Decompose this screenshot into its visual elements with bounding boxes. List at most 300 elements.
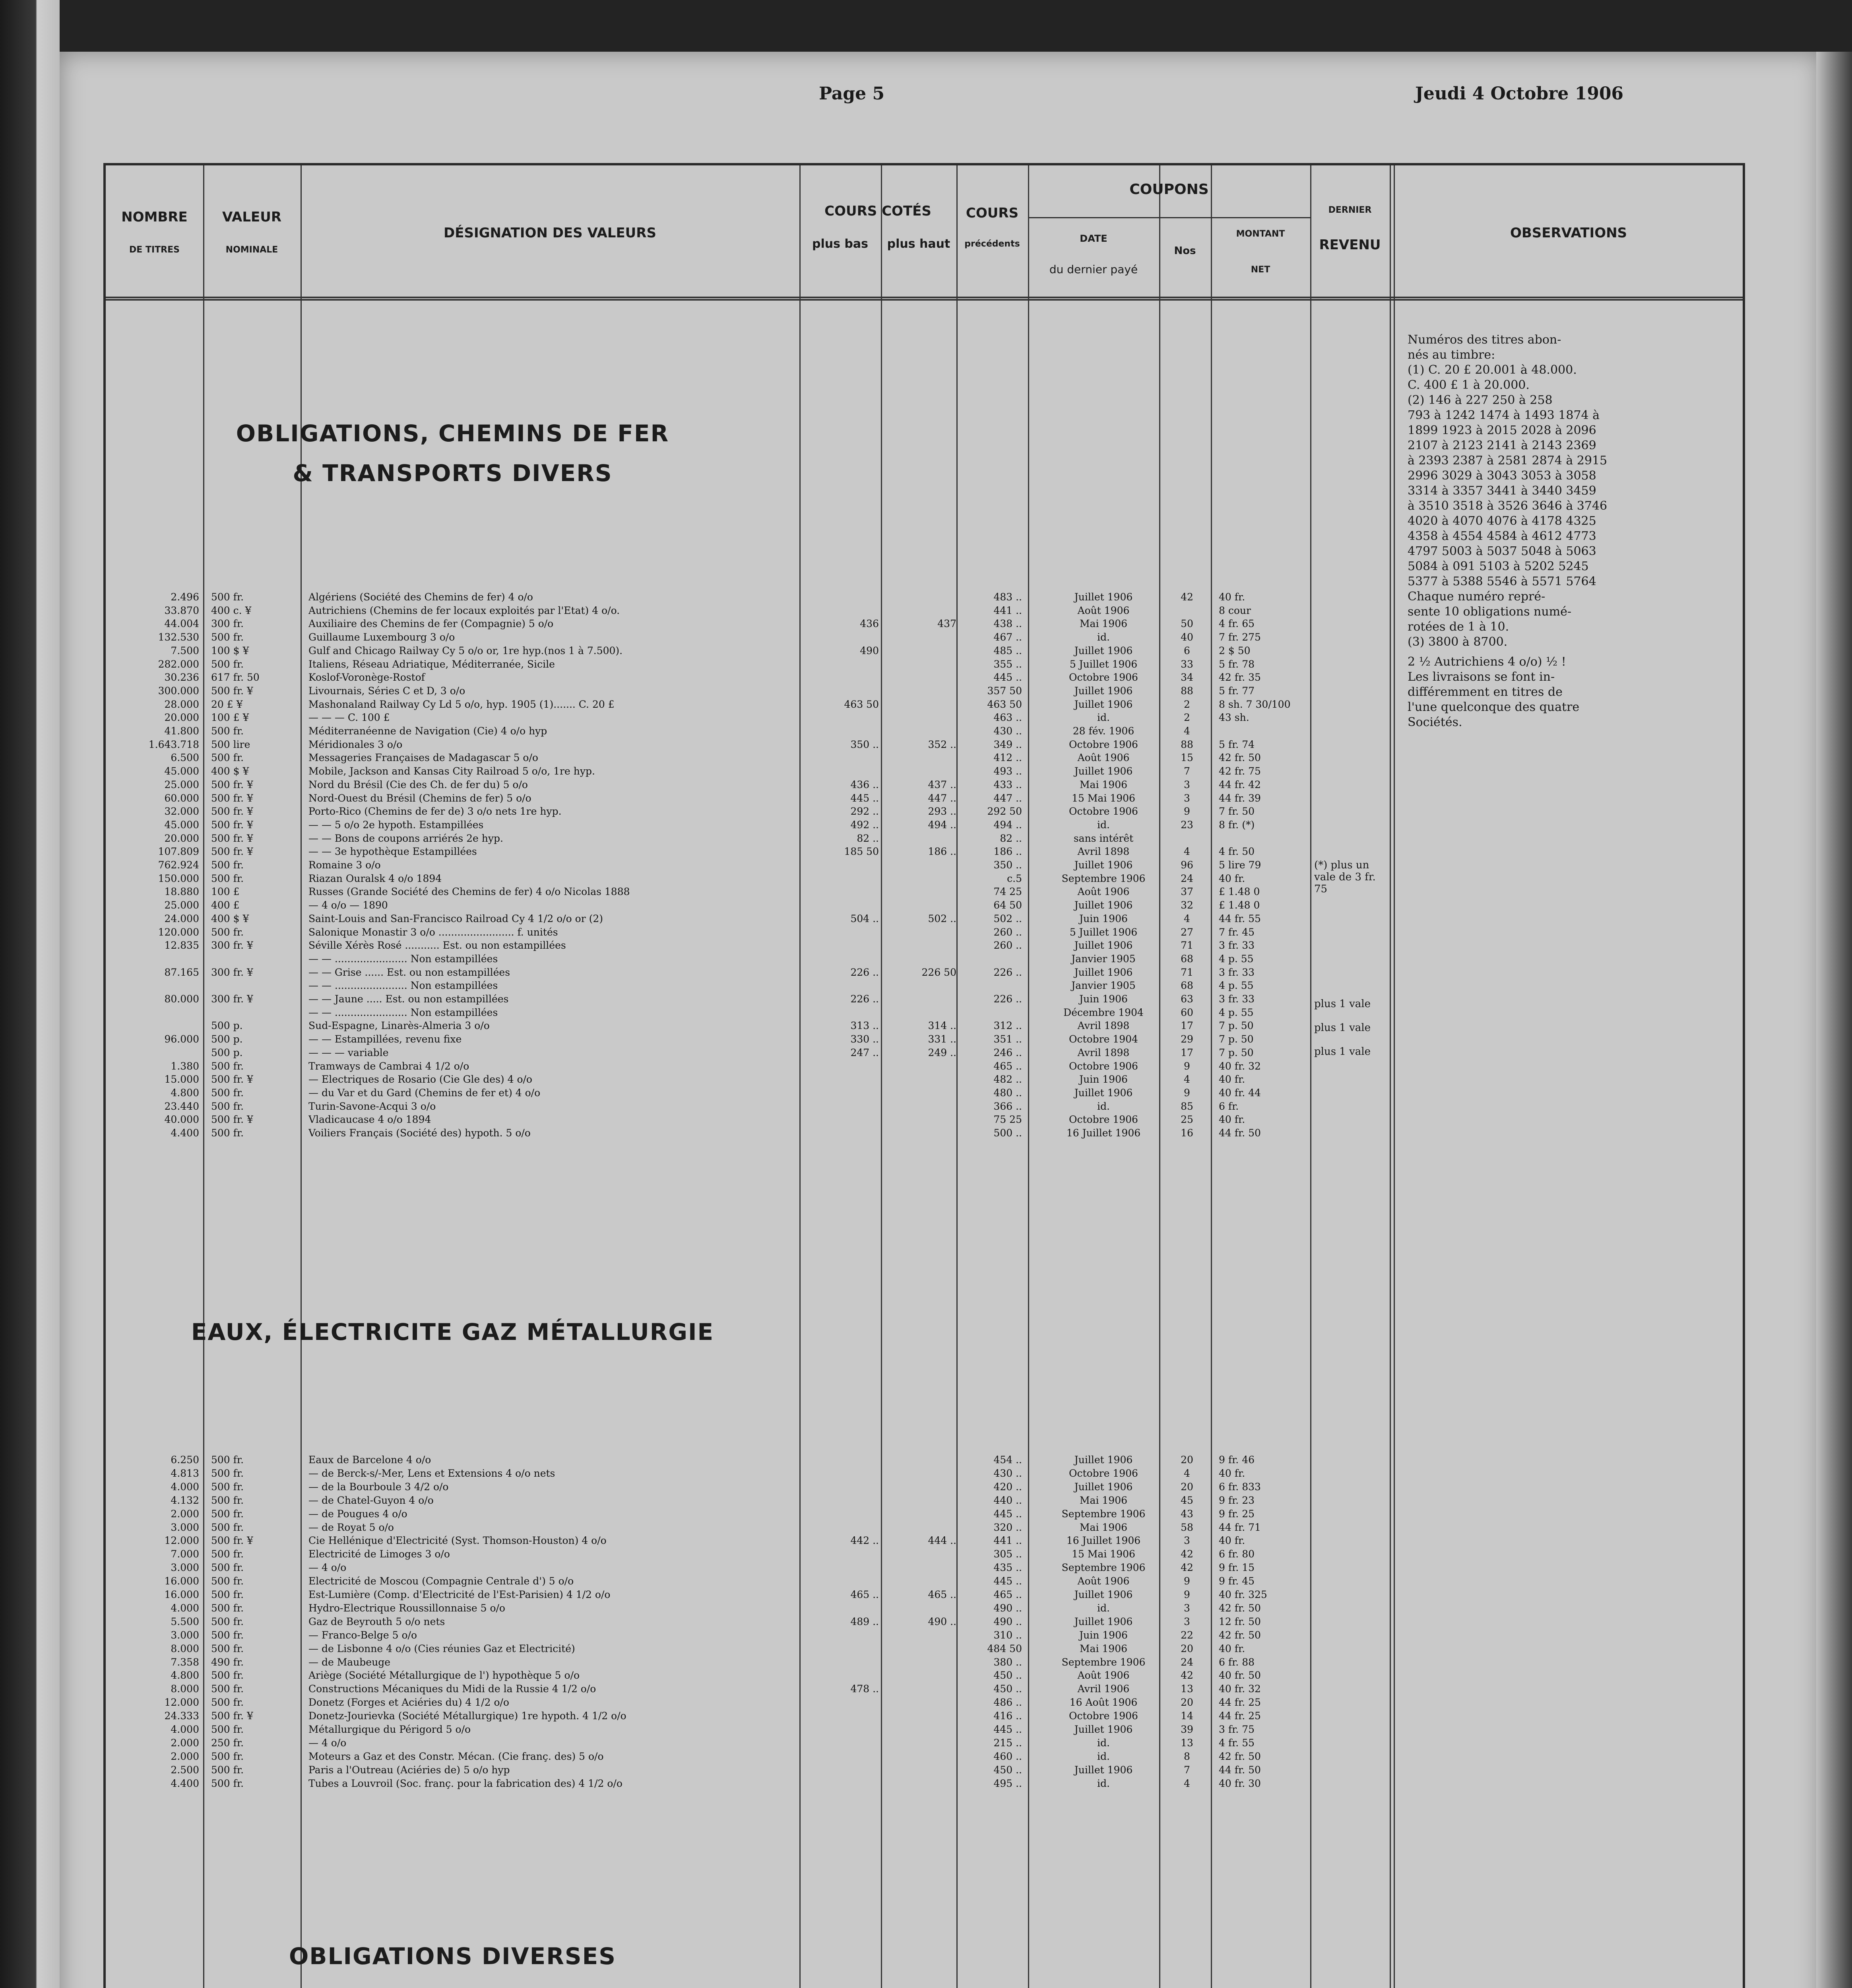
valeur-cell: 500 fr. xyxy=(211,1683,244,1695)
nombre-cell: 150.000 xyxy=(158,872,199,884)
date-cell: 28 fév. 1906 xyxy=(1072,725,1134,737)
table-row xyxy=(106,1696,1743,1709)
numero-cell: 9 xyxy=(1184,1087,1190,1099)
observation-numbers xyxy=(1408,332,1607,650)
table-row xyxy=(106,819,1743,831)
plus-bas-cell: 463 50 xyxy=(844,698,879,710)
plus-haut-cell: 502 .. xyxy=(928,912,956,924)
date-cell: id. xyxy=(1097,1100,1110,1112)
designation-cell: Est-Lumière (Comp. d'Electricité de l'Est-Parisien) 4 1/2 o/o xyxy=(308,1589,611,1600)
valeur-cell: 500 fr. xyxy=(211,1575,244,1587)
observation-line: nés au timbre: xyxy=(1408,348,1495,362)
designation-cell: Salonique Monastir 3 o/o ........................ f. unités xyxy=(308,926,558,938)
valeur-cell: 500 fr. xyxy=(211,1777,244,1789)
numero-cell: 9 xyxy=(1184,1060,1190,1072)
date-cell: Septembre 1906 xyxy=(1061,1562,1146,1574)
date-cell: Décembre 1904 xyxy=(1063,1006,1144,1018)
montant-cell: 40 fr. xyxy=(1219,591,1245,603)
table-row xyxy=(106,1454,1743,1466)
montant-cell: 3 fr. 33 xyxy=(1219,940,1255,951)
valeur-cell: 500 fr. ¥ xyxy=(211,1710,253,1722)
observation-line: à 3510 3518 à 3526 3646 à 3746 xyxy=(1408,499,1608,513)
table-row xyxy=(106,1737,1743,1749)
numero-cell: 3 xyxy=(1184,1615,1190,1627)
numero-cell: 33 xyxy=(1181,658,1193,670)
plus-bas-cell: 292 .. xyxy=(850,806,879,817)
nombre-cell: 24.000 xyxy=(164,912,199,924)
precedent-cell: 467 .. xyxy=(993,631,1022,643)
plus-bas-cell: 313 .. xyxy=(850,1020,879,1032)
table-row xyxy=(106,926,1743,939)
designation-cell: — — Jaune ..... Est. ou non estampillées xyxy=(308,993,509,1005)
numero-cell: 3 xyxy=(1184,1602,1190,1614)
designation-cell: Hydro-Electrique Roussillonnaise 5 o/o xyxy=(308,1602,505,1614)
valeur-cell: 500 fr. xyxy=(211,725,244,737)
valeur-cell: 500 fr. ¥ xyxy=(211,779,253,790)
montant-cell: £ 1.48 0 xyxy=(1219,899,1260,911)
nombre-cell: 16.000 xyxy=(164,1575,199,1587)
montant-cell: 42 fr. 50 xyxy=(1219,752,1261,764)
valeur-cell: 500 fr. ¥ xyxy=(211,1535,253,1547)
montant-cell: 40 fr. 325 xyxy=(1219,1589,1267,1600)
numero-cell: 13 xyxy=(1181,1683,1193,1695)
designation-cell: — — ....................... Non estampillées xyxy=(308,1006,498,1018)
header-dernier: DERNIER xyxy=(1328,205,1372,215)
designation-cell: Saint-Louis and San-Francisco Railroad Cy 4 1/2 o/o or (2) xyxy=(308,912,603,924)
plus-haut-cell: 444 .. xyxy=(928,1535,956,1547)
montant-cell: 40 fr. xyxy=(1219,1074,1245,1085)
montant-cell: 44 fr. 71 xyxy=(1219,1521,1261,1533)
valeur-cell: 500 fr. xyxy=(211,1060,244,1072)
plus-haut-cell: 447 .. xyxy=(928,792,956,804)
precedent-cell: 438 .. xyxy=(993,618,1022,630)
precedent-cell: 82 .. xyxy=(1000,832,1022,844)
valeur-cell: 100 £ xyxy=(211,886,240,898)
table-row xyxy=(106,1588,1743,1601)
numero-cell: 3 xyxy=(1184,792,1190,804)
table-row xyxy=(106,792,1743,805)
numero-cell: 40 xyxy=(1181,631,1193,643)
designation-cell: — de Pougues 4 o/o xyxy=(308,1508,407,1520)
numero-cell: 15 xyxy=(1181,752,1193,764)
section-title-railways: OBLIGATIONS, CHEMINS DE FER xyxy=(236,420,669,447)
montant-cell: 3 fr. 33 xyxy=(1219,993,1255,1005)
valeur-cell: 500 fr. xyxy=(211,1508,244,1520)
designation-cell: — — Grise ...... Est. ou non estampillées xyxy=(308,966,510,978)
designation-cell: Livournais, Séries C et D, 3 o/o xyxy=(308,685,465,697)
valeur-cell: 400 c. ¥ xyxy=(211,604,252,616)
numero-cell: 50 xyxy=(1181,618,1193,630)
observation-line: rotées de 1 à 10. xyxy=(1408,620,1509,634)
valeur-cell: 500 fr. xyxy=(211,591,244,603)
table-row xyxy=(106,1033,1743,1046)
date-cell: Juin 1906 xyxy=(1079,1629,1128,1641)
valeur-cell: 500 fr. xyxy=(211,1494,244,1506)
precedent-cell: 450 .. xyxy=(993,1683,1022,1695)
valeur-cell: 250 fr. xyxy=(211,1737,244,1749)
montant-cell: 12 fr. 50 xyxy=(1219,1615,1261,1627)
designation-cell: Riazan Ouralsk 4 o/o 1894 xyxy=(308,872,442,884)
montant-cell: 9 fr. 23 xyxy=(1219,1494,1255,1506)
date-cell: Septembre 1906 xyxy=(1061,1508,1146,1520)
designation-cell: Donetz (Forges et Aciéries du) 4 1/2 o/o xyxy=(308,1697,509,1708)
precedent-cell: 465 .. xyxy=(993,1060,1022,1072)
header-montant: MONTANT xyxy=(1236,229,1285,239)
numero-cell: 42 xyxy=(1181,1670,1193,1681)
designation-cell: — Franco-Belge 5 o/o xyxy=(308,1629,417,1641)
precedent-cell: 445 .. xyxy=(993,1508,1022,1520)
designation-cell: — — ....................... Non estampillées xyxy=(308,980,498,992)
designation-cell: — 4 o/o xyxy=(308,1562,347,1574)
designation-cell: Romaine 3 o/o xyxy=(308,859,381,871)
numero-cell: 88 xyxy=(1181,738,1193,750)
table-row xyxy=(106,1750,1743,1763)
precedent-cell: 465 .. xyxy=(993,1589,1022,1600)
precedent-cell: 486 .. xyxy=(993,1697,1022,1708)
numero-cell: 60 xyxy=(1181,1006,1193,1018)
table-row xyxy=(106,1006,1743,1019)
valeur-cell: 400 $ ¥ xyxy=(211,912,249,924)
valeur-cell: 500 fr. ¥ xyxy=(211,792,253,804)
nombre-cell: 4.813 xyxy=(171,1467,199,1479)
date-cell: Juillet 1906 xyxy=(1074,940,1133,951)
numero-cell: 71 xyxy=(1181,966,1193,978)
header-nominale: NOMINALE xyxy=(225,245,278,255)
page-number: Page 5 xyxy=(819,83,885,104)
header-rule-double xyxy=(106,299,1743,301)
designation-cell: Russes (Grande Société des Chemins de fer) 4 o/o Nicolas 1888 xyxy=(308,886,630,898)
date-cell: Juin 1906 xyxy=(1079,1074,1128,1085)
table-row xyxy=(106,1764,1743,1776)
nombre-cell: 1.380 xyxy=(171,1060,199,1072)
table-row xyxy=(106,859,1743,872)
nombre-cell: 87.165 xyxy=(164,966,199,978)
montant-cell: 8 sh. 7 30/100 xyxy=(1219,698,1291,710)
valeur-cell: 500 fr. xyxy=(211,631,244,643)
montant-cell: 4 fr. 55 xyxy=(1219,1737,1255,1749)
designation-cell: — — Estampillées, revenu fixe xyxy=(308,1033,462,1045)
coupons-rule xyxy=(1028,217,1310,218)
valeur-cell: 500 fr. xyxy=(211,1562,244,1574)
date-cell: 16 Juillet 1906 xyxy=(1066,1127,1141,1139)
nombre-cell: 7.358 xyxy=(171,1656,199,1668)
numero-cell: 3 xyxy=(1184,779,1190,790)
numero-cell: 20 xyxy=(1181,1697,1193,1708)
nombre-cell: 7.000 xyxy=(171,1548,199,1560)
table-row xyxy=(106,805,1743,818)
nombre-cell: 4.000 xyxy=(171,1602,199,1614)
precedent-cell: 260 .. xyxy=(993,926,1022,938)
numero-cell: 17 xyxy=(1181,1020,1193,1032)
nombre-cell: 18.880 xyxy=(164,886,199,898)
date-cell: Octobre 1904 xyxy=(1069,1033,1138,1045)
nombre-cell: 15.000 xyxy=(164,1074,199,1085)
montant-cell: 7 p. 50 xyxy=(1219,1046,1254,1058)
section-subtitle-transports: & TRANSPORTS DIVERS xyxy=(293,460,613,487)
montant-cell: 9 fr. 15 xyxy=(1219,1562,1255,1574)
observation-line: 4358 à 4554 4584 à 4612 4773 xyxy=(1408,529,1596,543)
nombre-cell: 1.643.718 xyxy=(148,738,199,750)
numero-cell: 4 xyxy=(1184,725,1190,737)
date-cell: 15 Mai 1906 xyxy=(1072,1548,1135,1560)
precedent-cell: 430 .. xyxy=(993,1467,1022,1479)
valeur-cell: 500 fr. xyxy=(211,1602,244,1614)
nombre-cell: 4.132 xyxy=(171,1494,199,1506)
table-row xyxy=(106,912,1743,925)
montant-cell: 40 fr. 32 xyxy=(1219,1060,1261,1072)
numero-cell: 4 xyxy=(1184,1467,1190,1479)
designation-cell: — de Royat 5 o/o xyxy=(308,1521,394,1533)
valeur-cell: 500 fr. xyxy=(211,1615,244,1627)
nombre-cell: 80.000 xyxy=(164,993,199,1005)
designation-cell: Gaz de Beyrouth 5 o/o nets xyxy=(308,1615,445,1627)
designation-cell: — Electriques de Rosario (Cie Gle des) 4 o/o xyxy=(308,1074,532,1085)
observation-line: Numéros des titres abon- xyxy=(1408,333,1561,347)
designation-cell: Paris a l'Outreau (Aciéries de) 5 o/o hyp xyxy=(308,1764,510,1776)
plus-bas-cell: 82 .. xyxy=(857,832,879,844)
date-cell: 5 Juillet 1906 xyxy=(1069,658,1138,670)
montant-cell: 40 fr. xyxy=(1219,872,1245,884)
valeur-cell: 500 fr. xyxy=(211,859,244,871)
section-title-diverse: OBLIGATIONS DIVERSES xyxy=(289,1943,617,1970)
precedent-cell: 320 .. xyxy=(993,1521,1022,1533)
observation-line: 5377 à 5388 5546 à 5571 5764 xyxy=(1408,575,1596,588)
date-cell: Juin 1906 xyxy=(1079,993,1128,1005)
numero-cell: 88 xyxy=(1181,685,1193,697)
date-cell: Avril 1898 xyxy=(1077,846,1130,858)
precedent-cell: 350 .. xyxy=(993,859,1022,871)
valeur-cell: 500 fr. xyxy=(211,1642,244,1654)
numero-cell: 39 xyxy=(1181,1724,1193,1735)
date-cell: id. xyxy=(1097,819,1110,831)
precedent-cell: 441 .. xyxy=(993,604,1022,616)
numero-cell: 43 xyxy=(1181,1508,1193,1520)
table-row xyxy=(106,1548,1743,1561)
numero-cell: 20 xyxy=(1181,1454,1193,1466)
date-cell: Mai 1906 xyxy=(1079,1642,1128,1654)
table-row xyxy=(106,1602,1743,1615)
table-row xyxy=(106,953,1743,965)
observation-line: (2) 146 à 227 250 à 258 xyxy=(1408,393,1553,407)
nombre-cell: 28.000 xyxy=(164,698,199,710)
plus-haut-cell: 293 .. xyxy=(928,806,956,817)
header-designation: DÉSIGNATION DES VALEURS xyxy=(444,225,656,241)
nombre-cell: 12.000 xyxy=(164,1535,199,1547)
table-row xyxy=(106,1100,1743,1113)
header-revenu: REVENU xyxy=(1319,237,1381,253)
numero-cell: 68 xyxy=(1181,953,1193,965)
table-row xyxy=(106,1561,1743,1574)
montant-cell: 44 fr. 42 xyxy=(1219,779,1261,790)
plus-bas-cell: 226 .. xyxy=(850,993,879,1005)
designation-cell: — — ....................... Non estampillées xyxy=(308,953,498,965)
designation-cell: Méridionales 3 o/o xyxy=(308,738,403,750)
table-row xyxy=(106,1113,1743,1126)
nombre-cell: 45.000 xyxy=(164,765,199,777)
montant-cell: 44 fr. 50 xyxy=(1219,1127,1261,1139)
date-cell: Avril 1906 xyxy=(1077,1683,1130,1695)
observation-plus-vale-1: plus 1 vale xyxy=(1314,998,1371,1010)
numero-cell: 4 xyxy=(1184,1074,1190,1085)
designation-cell: Algériens (Société des Chemins de fer) 4 o/o xyxy=(308,591,533,603)
designation-cell: — de la Bourboule 3 4/2 o/o xyxy=(308,1481,449,1493)
precedent-cell: 215 .. xyxy=(993,1737,1022,1749)
date-cell: id. xyxy=(1097,1737,1110,1749)
nombre-cell: 16.000 xyxy=(164,1589,199,1600)
nombre-cell: 44.004 xyxy=(164,618,199,630)
valeur-cell: 500 fr. xyxy=(211,1764,244,1776)
precedent-cell: 445 .. xyxy=(993,1575,1022,1587)
precedent-cell: 502 .. xyxy=(993,912,1022,924)
table-row xyxy=(106,1046,1743,1059)
numero-cell: 14 xyxy=(1181,1710,1193,1722)
observation-line: différemment en titres de xyxy=(1408,685,1563,699)
header-observations: OBSERVATIONS xyxy=(1510,225,1627,241)
table-row xyxy=(106,885,1743,898)
date-cell: Octobre 1906 xyxy=(1069,672,1138,683)
numero-cell: 29 xyxy=(1181,1033,1193,1045)
montant-cell: 9 fr. 45 xyxy=(1219,1575,1255,1587)
valeur-cell: 20 £ ¥ xyxy=(211,698,243,710)
observation-autrichiens xyxy=(1408,654,1579,730)
plus-bas-cell: 226 .. xyxy=(850,966,879,978)
numero-cell: 17 xyxy=(1181,1046,1193,1058)
designation-cell: Voiliers Français (Société des) hypoth. 5 o/o xyxy=(308,1127,531,1139)
montant-cell: 6 fr. 833 xyxy=(1219,1481,1261,1493)
valeur-cell: 500 p. xyxy=(211,1020,243,1032)
observation-line: 3314 à 3357 3441 à 3440 3459 xyxy=(1408,484,1596,498)
designation-cell: Vladicaucase 4 o/o 1894 xyxy=(308,1114,431,1126)
designation-cell: Electricité de Moscou (Compagnie Centrale d') 5 o/o xyxy=(308,1575,574,1587)
book-spine xyxy=(0,0,60,1988)
nombre-cell: 60.000 xyxy=(164,792,199,804)
issue-date: Jeudi 4 Octobre 1906 xyxy=(1415,83,1624,104)
table-row xyxy=(106,751,1743,764)
header-dernier-paye: du dernier payé xyxy=(1049,263,1138,276)
table-row xyxy=(106,779,1743,791)
nombre-cell: 282.000 xyxy=(158,658,199,670)
valeur-cell: 500 fr. ¥ xyxy=(211,685,253,697)
date-cell: Octobre 1906 xyxy=(1069,738,1138,750)
montant-cell: £ 1.48 0 xyxy=(1219,886,1260,898)
precedent-cell: 357 50 xyxy=(987,685,1022,697)
montant-cell: 5 fr. 77 xyxy=(1219,685,1255,697)
precedent-cell: 260 .. xyxy=(993,940,1022,951)
nombre-cell: 23.440 xyxy=(164,1100,199,1112)
date-cell: id. xyxy=(1097,1777,1110,1789)
date-cell: id. xyxy=(1097,712,1110,724)
numero-cell: 4 xyxy=(1184,1777,1190,1789)
precedent-cell: 490 .. xyxy=(993,1602,1022,1614)
montant-cell: 7 p. 50 xyxy=(1219,1033,1254,1045)
date-cell: Juin 1906 xyxy=(1079,912,1128,924)
designation-cell: Tubes a Louvroil (Soc. franç. pour la fabrication des) 4 1/2 o/o xyxy=(308,1777,623,1789)
date-cell: Juillet 1906 xyxy=(1074,1481,1133,1493)
precedent-cell: 495 .. xyxy=(993,1777,1022,1789)
numero-cell: 96 xyxy=(1181,859,1193,871)
designation-cell: — de Chatel-Guyon 4 o/o xyxy=(308,1494,434,1506)
designation-cell: Séville Xérès Rosé ........... Est. ou non estampillées xyxy=(308,940,566,951)
valeur-cell: 500 lire xyxy=(211,738,250,750)
montant-cell: 44 fr. 55 xyxy=(1219,912,1261,924)
valeur-cell: 617 fr. 50 xyxy=(211,672,260,683)
observation-line: Les livraisons se font in- xyxy=(1408,670,1555,684)
numero-cell: 4 xyxy=(1184,912,1190,924)
precedent-cell: 349 .. xyxy=(993,738,1022,750)
plus-bas-cell: 465 .. xyxy=(850,1589,879,1600)
designation-cell: Porto-Rico (Chemins de fer de) 3 o/o nets 1re hyp. xyxy=(308,806,562,817)
valeur-cell: 500 fr. ¥ xyxy=(211,1074,253,1085)
montant-cell: 7 p. 50 xyxy=(1219,1020,1254,1032)
nombre-cell: 6.500 xyxy=(171,752,199,764)
nombre-cell: 4.000 xyxy=(171,1481,199,1493)
designation-cell: Métallurgique du Périgord 5 o/o xyxy=(308,1724,471,1735)
nombre-cell: 2.000 xyxy=(171,1737,199,1749)
table-row xyxy=(106,1087,1743,1099)
date-cell: Juillet 1906 xyxy=(1074,645,1133,656)
table-row xyxy=(106,1777,1743,1790)
montant-cell: 40 fr. 44 xyxy=(1219,1087,1261,1099)
observation-line: Chaque numéro repré- xyxy=(1408,590,1546,604)
precedent-cell: 246 .. xyxy=(993,1046,1022,1058)
numero-cell: 7 xyxy=(1184,1764,1190,1776)
date-cell: Juillet 1906 xyxy=(1074,591,1133,603)
nombre-cell: 40.000 xyxy=(164,1114,199,1126)
designation-cell: Cie Hellénique d'Electricité (Syst. Thomson-Houston) 4 o/o xyxy=(308,1535,607,1547)
nombre-cell: 8.000 xyxy=(171,1642,199,1654)
numero-cell: 27 xyxy=(1181,926,1193,938)
precedent-cell: 312 .. xyxy=(993,1020,1022,1032)
valeur-cell: 500 fr. xyxy=(211,1454,244,1466)
date-cell: Juillet 1906 xyxy=(1074,966,1133,978)
date-cell: Juillet 1906 xyxy=(1074,685,1133,697)
table-row xyxy=(106,993,1743,1006)
numero-cell: 9 xyxy=(1184,1589,1190,1600)
date-cell: Juillet 1906 xyxy=(1074,859,1133,871)
header-plus-bas: plus bas xyxy=(812,237,868,251)
observation-line: l'une quelconque des quatre xyxy=(1408,700,1580,714)
valeur-cell: 500 fr. ¥ xyxy=(211,846,253,858)
designation-cell: Auxiliaire des Chemins de fer (Compagnie) 5 o/o xyxy=(308,618,554,630)
nombre-cell: 5.500 xyxy=(171,1615,199,1627)
precedent-cell: 445 .. xyxy=(993,1724,1022,1735)
header-plus-haut: plus haut xyxy=(887,237,950,251)
numero-cell: 8 xyxy=(1184,1750,1190,1762)
montant-cell: 8 fr. (*) xyxy=(1219,819,1255,831)
nombre-cell: 2.000 xyxy=(171,1508,199,1520)
nombre-cell: 24.333 xyxy=(164,1710,199,1722)
date-cell: Août 1906 xyxy=(1077,1670,1130,1681)
montant-cell: 5 fr. 78 xyxy=(1219,658,1255,670)
plus-haut-cell: 494 .. xyxy=(928,819,956,831)
stock-table xyxy=(103,163,1745,1988)
valeur-cell: 500 fr. xyxy=(211,752,244,764)
montant-cell: 2 $ 50 xyxy=(1219,645,1251,656)
table-row xyxy=(106,845,1743,858)
observation-line: 1899 1923 à 2015 2028 à 2096 xyxy=(1408,423,1596,437)
table-row xyxy=(106,1534,1743,1547)
nombre-cell: 30.236 xyxy=(164,672,199,683)
observation-line: (3) 3800 à 8700. xyxy=(1408,635,1508,649)
montant-cell: 9 fr. 25 xyxy=(1219,1508,1255,1520)
numero-cell: 20 xyxy=(1181,1642,1193,1654)
valeur-cell: 500 fr. xyxy=(211,1629,244,1641)
montant-cell: 40 fr. 30 xyxy=(1219,1777,1261,1789)
numero-cell: 2 xyxy=(1184,698,1190,710)
table-row xyxy=(106,765,1743,778)
designation-cell: Electricité de Limoges 3 o/o xyxy=(308,1548,450,1560)
numero-cell: 45 xyxy=(1181,1494,1193,1506)
